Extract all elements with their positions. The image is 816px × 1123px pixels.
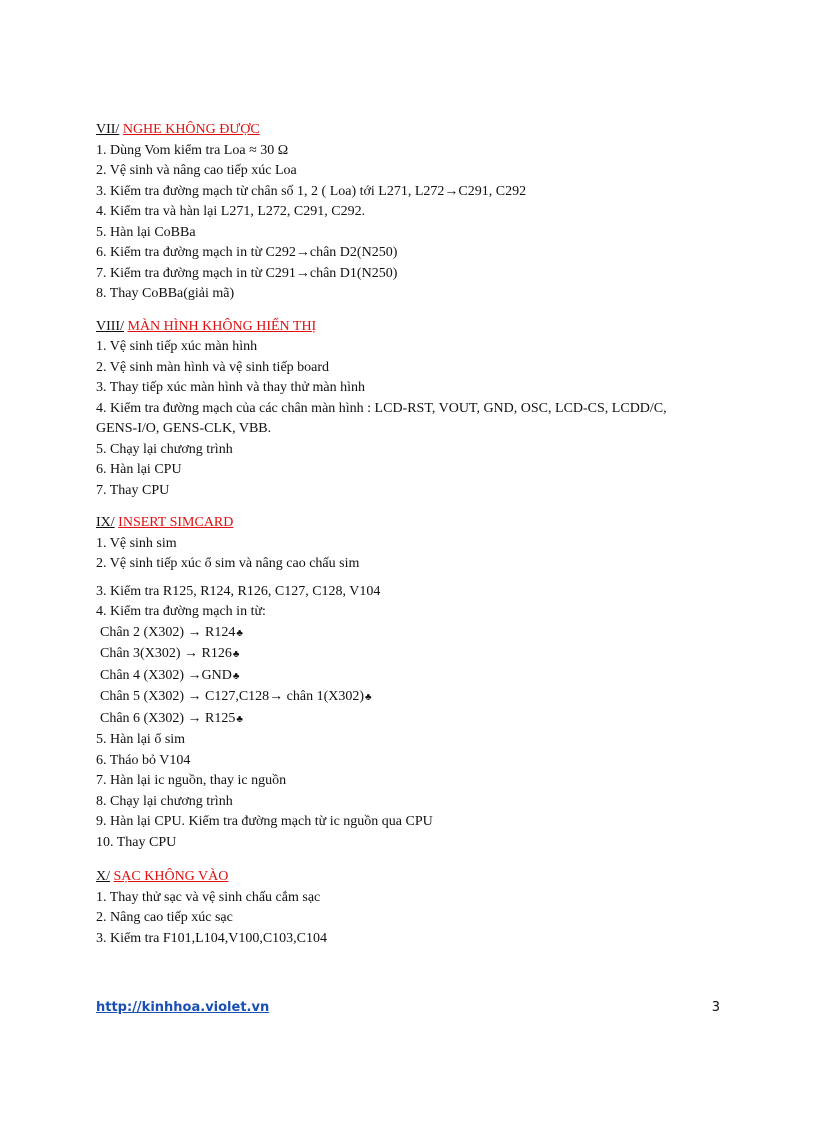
section-spacer bbox=[96, 501, 726, 513]
sub-item-text: Chân 6 (X302) → R125 bbox=[100, 710, 236, 726]
list-item: 7. Kiểm tra đường mạch in từ C291→chân D1(N250) bbox=[96, 265, 398, 281]
section-title: NGHE KHÔNG ĐƯỢC bbox=[122, 122, 260, 137]
list-item: 8. Thay CoBBa(giải mã) bbox=[96, 286, 235, 301]
club-icon: ♣ bbox=[232, 670, 240, 682]
list-item: 5. Chạy lại chương trình bbox=[96, 441, 233, 457]
sub-list-item bbox=[96, 687, 726, 709]
list-item: 2. Vệ sinh màn hình và vệ sinh tiếp board bbox=[96, 359, 330, 375]
club-icon: ♣ bbox=[232, 649, 240, 660]
list-item: 1. Thay thử sạc và vệ sinh chấu cắm sạc bbox=[96, 889, 321, 905]
sub-list-item bbox=[96, 623, 726, 645]
list-item: 7. Hàn lại ic nguồn, thay ic nguồn bbox=[96, 773, 287, 788]
list-item: 4. Kiểm tra đường mạch in từ: bbox=[96, 604, 266, 619]
section-spacer bbox=[96, 853, 726, 867]
sub-item-text: Chân 3(X302) → R126 bbox=[100, 646, 232, 661]
section-title: MÀN HÌNH KHÔNG HIỂN THỊ bbox=[127, 318, 317, 334]
section-ix bbox=[96, 513, 726, 853]
list-item: 3. Thay tiếp xúc màn hình và thay thử màn hình bbox=[96, 380, 366, 395]
document-body bbox=[96, 120, 726, 949]
section-heading bbox=[96, 513, 726, 534]
list-item: 5. Hàn lại CoBBa bbox=[96, 224, 196, 240]
section-title: INSERT SIMCARD bbox=[118, 515, 234, 530]
list-item: 6. Hàn lại CPU bbox=[96, 462, 182, 477]
sub-list-item bbox=[96, 666, 726, 688]
list-item: 9. Hàn lại CPU. Kiểm tra đường mạch từ ic nguồn qua CPU bbox=[96, 814, 433, 829]
list-item: 2. Vệ sinh tiếp xúc ổ sim và nâng cao chấu sim bbox=[96, 556, 360, 571]
list-item: 8. Chạy lại chương trình bbox=[96, 793, 233, 809]
list-item: 4. Kiểm tra và hàn lại L271, L272, C291, C292. bbox=[96, 204, 366, 219]
list-item: 4. Kiểm tra đường mạch của các chân màn hình : LCD-RST, VOUT, GND, OSC, LCD-CS, LCDD/C, GENS-I/O, GENS-CLK, VBB. bbox=[96, 400, 667, 436]
page-number: 3 bbox=[711, 1000, 720, 1015]
list-item: 1. Vệ sinh tiếp xúc màn hình bbox=[96, 339, 258, 354]
list-item: 1. Vệ sinh sim bbox=[96, 535, 177, 551]
list-item: 6. Tháo bỏ V104 bbox=[96, 752, 191, 768]
club-icon: ♣ bbox=[365, 692, 372, 703]
sub-item-text: Chân 4 (X302) →GND bbox=[100, 667, 232, 683]
sub-list-item bbox=[96, 709, 726, 731]
section-number: X/ bbox=[96, 869, 110, 884]
list-item: 2. Nâng cao tiếp xúc sạc bbox=[96, 910, 233, 925]
section-number: VII/ bbox=[96, 122, 120, 137]
section-title: SẠC KHÔNG VÀO bbox=[113, 869, 229, 884]
sub-list-item bbox=[96, 644, 726, 666]
list-item: 3. Kiểm tra R125, R124, R126, C127, C128, V104 bbox=[96, 583, 381, 599]
sub-item-text: Chân 2 (X302) → R124 bbox=[100, 624, 236, 640]
page-footer bbox=[96, 1000, 726, 1015]
club-icon: ♣ bbox=[236, 627, 243, 639]
section-viii bbox=[96, 317, 726, 502]
list-item: 1. Dùng Vom kiểm tra Loa ≈ 30 Ω bbox=[96, 142, 289, 158]
section-number: IX/ bbox=[96, 515, 115, 530]
club-icon: ♣ bbox=[236, 713, 243, 725]
section-vii bbox=[96, 120, 726, 305]
list-item: 6. Kiểm tra đường mạch in từ C292→chân D2(N250) bbox=[96, 245, 398, 260]
list-item: 10. Thay CPU bbox=[96, 834, 177, 850]
footer-link[interactable]: http://kinhhoa.violet.vn bbox=[96, 1000, 270, 1015]
section-heading bbox=[96, 867, 726, 888]
list-item: 7. Thay CPU bbox=[96, 482, 170, 498]
section-x bbox=[96, 867, 726, 949]
list-item: 3. Kiểm tra F101,L104,V100,C103,C104 bbox=[96, 930, 327, 946]
list-item: 3. Kiểm tra đường mạch từ chân số 1, 2 ( Loa) tới L271, L272→C291, C292 bbox=[96, 183, 527, 199]
section-spacer bbox=[96, 305, 726, 317]
section-heading bbox=[96, 120, 726, 141]
list-item: 5. Hàn lại ổ sim bbox=[96, 732, 186, 747]
section-number: VIII/ bbox=[96, 318, 124, 334]
list-item: 2. Vệ sinh và nâng cao tiếp xúc Loa bbox=[96, 163, 297, 178]
paragraph-spacer bbox=[96, 575, 726, 582]
section-heading bbox=[96, 317, 726, 338]
sub-item-text: Chân 5 (X302) → C127,C128→ chân 1(X302) bbox=[100, 689, 365, 704]
